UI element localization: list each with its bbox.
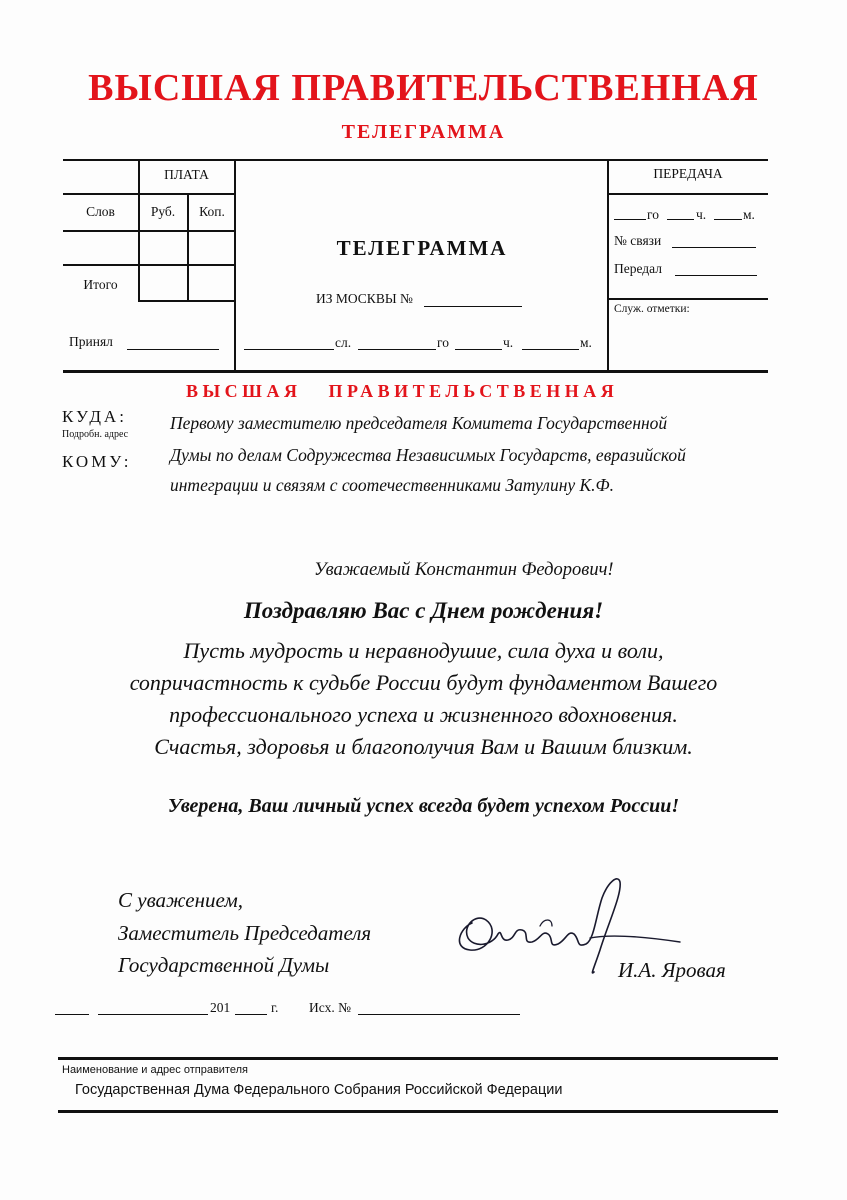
date-year-field[interactable]: [358, 349, 436, 350]
podrobn-label: Подробн. адрес: [62, 429, 129, 440]
ish-number-field[interactable]: [358, 1014, 520, 1015]
prinyal-field[interactable]: [127, 349, 219, 350]
peredacha-label: ПЕРЕДАЧА: [653, 166, 723, 181]
kop-label: Коп.: [199, 204, 225, 219]
closing-line: Уверена, Ваш личный успех всегда будет успехом России!: [167, 795, 680, 817]
date-hour-field[interactable]: [455, 349, 502, 350]
banner-title: ВЫСШАЯ ПРАВИТЕЛЬСТВЕННАЯ: [186, 381, 619, 401]
out-year-suffix: г.: [271, 1000, 279, 1015]
right-section-border: [607, 159, 609, 373]
left-section-border: [234, 159, 236, 373]
sluzh-label: Служ. отметки:: [614, 303, 690, 315]
peredal-label: Передал: [614, 261, 663, 276]
date-m-label: м.: [580, 335, 592, 350]
form-bottom-border: [63, 370, 768, 373]
pd-minute-field[interactable]: [714, 219, 742, 220]
document-title: ВЫСШАЯ ПРАВИТЕЛЬСТВЕННАЯ: [88, 67, 759, 109]
date-go-label: го: [437, 335, 449, 350]
message-line-1: Пусть мудрость и неравнодушие, сила духа и воли,: [183, 638, 664, 663]
iz-moskvy-number-field[interactable]: [424, 306, 522, 307]
telegramma-heading: ТЕЛЕГРАММА: [336, 236, 508, 260]
itogo-label: Итого: [83, 277, 118, 292]
message-line-3: профессионального успеха и жизненного вдохновения.: [169, 702, 678, 727]
document-subtitle: ТЕЛЕГРАММА: [341, 121, 506, 143]
congrats-line: Поздравляю Вас с Днем рождения!: [243, 598, 604, 623]
message-line-2: сопричастность к судьбе России будут фундаментом Вашего: [129, 670, 718, 695]
pd-ch-label: ч.: [696, 207, 707, 222]
prinyal-label: Принял: [69, 334, 113, 349]
date-minute-field[interactable]: [522, 349, 579, 350]
greeting: Уважаемый Константин Федорович!: [314, 560, 614, 580]
komu-label: КОМУ:: [62, 452, 132, 471]
svyazi-field[interactable]: [672, 247, 756, 248]
date-ch-label: ч.: [503, 335, 514, 350]
recipient-line-2: Думы по делам Содружества Независимых Государств, евразийской: [170, 445, 686, 465]
out-month-field[interactable]: [98, 1014, 208, 1015]
footer-top-border: [58, 1057, 778, 1060]
sign-line-1: С уважением,: [118, 888, 243, 912]
date-sl-label: сл.: [335, 335, 352, 350]
recipient-line-3: интеграции и связям с соотечественниками Затулину К.Ф.: [170, 475, 614, 495]
recipient-line-1: Первому заместителю председателя Комитета Государственной: [170, 413, 668, 433]
out-day-field[interactable]: [55, 1014, 89, 1015]
pd-hour-field[interactable]: [667, 219, 694, 220]
sign-line-2: Заместитель Председателя: [118, 921, 372, 945]
sender-name: Государственная Дума Федерального Собрания Российской Федерации: [75, 1082, 563, 1098]
message-line-4: Счастья, здоровья и благополучия Вам и Вашим близким.: [154, 734, 693, 759]
kuda-label: КУДА:: [62, 407, 127, 426]
peredal-field[interactable]: [675, 275, 757, 276]
sign-line-3: Государственной Думы: [118, 953, 330, 977]
pd-m-label: м.: [743, 207, 755, 222]
rub-label: Руб.: [150, 204, 176, 219]
footer-bottom-border: [58, 1110, 778, 1113]
plata-label: ПЛАТА: [164, 167, 209, 182]
sender-label: Наименование и адрес отправителя: [62, 1064, 248, 1076]
out-year-label: 201: [210, 1000, 231, 1015]
pd-go-label: го: [647, 207, 659, 222]
ish-label: Исх. №: [309, 1000, 351, 1015]
slov-label: Слов: [86, 204, 115, 219]
signatory-name: И.А. Яровая: [618, 958, 726, 982]
iz-moskvy-label: ИЗ МОСКВЫ №: [316, 291, 413, 306]
form-top-border: [63, 159, 768, 161]
pd-year-field[interactable]: [614, 219, 646, 220]
out-year-field[interactable]: [235, 1014, 267, 1015]
svyazi-label: № связи: [614, 233, 662, 248]
date-words-field[interactable]: [244, 349, 334, 350]
